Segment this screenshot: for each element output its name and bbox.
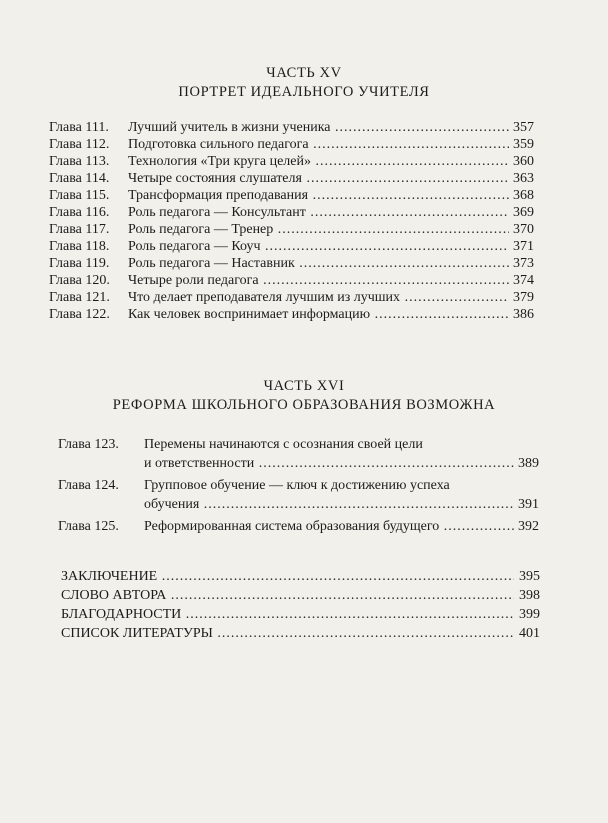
toc-entry[interactable] <box>58 478 539 519</box>
toc-entry[interactable] <box>49 154 534 171</box>
chapter-label: Глава 125. <box>58 519 119 534</box>
toc-entry[interactable] <box>49 137 534 154</box>
chapter-label: Глава 122. <box>49 307 110 322</box>
toc-entry[interactable] <box>61 607 540 626</box>
chapter-label: Глава 123. <box>58 437 119 452</box>
chapter-title-line-1: Перемены начинаются с осознания своей цели <box>144 437 423 452</box>
toc-entry[interactable] <box>49 222 534 239</box>
part-16-subheading: РЕФОРМА ШКОЛЬНОГО ОБРАЗОВАНИЯ ВОЗМОЖНА <box>112 397 496 413</box>
chapter-title: Роль педагога — Тренер ..... <box>128 222 509 238</box>
chapter-label: Глава 117. <box>49 222 110 237</box>
chapter-label: Глава 115. <box>49 188 110 203</box>
chapter-title: Четыре состояния слушателя ..... <box>128 171 509 187</box>
page-number: 357 <box>513 120 534 135</box>
section-title: ЗАКЛЮЧЕНИЕ ..... <box>61 569 514 585</box>
toc-entry[interactable] <box>49 171 534 188</box>
page-number: 371 <box>513 239 534 254</box>
page-number: 369 <box>513 205 534 220</box>
toc-entry[interactable] <box>61 588 540 607</box>
part-16-header <box>0 377 608 415</box>
chapter-title: Как человек воспринимает информацию ..... <box>128 307 509 323</box>
toc-entry[interactable] <box>58 519 539 536</box>
chapter-label: Глава 120. <box>49 273 110 288</box>
chapter-label: Глава 119. <box>49 256 110 271</box>
page-number: 401 <box>519 626 540 641</box>
page-number: 389 <box>518 456 539 471</box>
page-number: 386 <box>513 307 534 322</box>
page-number: 398 <box>519 588 540 603</box>
toc-entry[interactable] <box>61 569 540 588</box>
chapter-title-line-2: и ответственности ..... <box>144 456 514 472</box>
toc-entry[interactable] <box>49 273 534 290</box>
page-number: 399 <box>519 607 540 622</box>
chapter-label: Глава 124. <box>58 478 119 493</box>
chapter-label: Глава 116. <box>49 205 110 220</box>
chapter-title: Трансформация преподавания ..... <box>128 188 509 204</box>
page-number: 379 <box>513 290 534 305</box>
section-title: СЛОВО АВТОРА ..... <box>61 588 514 604</box>
chapter-title: Реформированная система образования будущего ..... <box>144 519 514 535</box>
chapter-title: Роль педагога — Наставник ..... <box>128 256 509 272</box>
chapter-title: Что делает преподавателя лучшим из лучших ..... <box>128 290 509 306</box>
page-number: 368 <box>513 188 534 203</box>
toc-entry[interactable] <box>49 256 534 273</box>
chapter-title: Лучший учитель в жизни ученика ..... <box>128 120 509 136</box>
part-16-heading: ЧАСТЬ XVI <box>263 378 345 394</box>
chapter-label: Глава 118. <box>49 239 110 254</box>
chapter-label: Глава 114. <box>49 171 110 186</box>
chapter-title: Подготовка сильного педагога ..... <box>128 137 509 153</box>
back-matter-list <box>61 569 540 645</box>
page-number: 373 <box>513 256 534 271</box>
chapter-title: Роль педагога — Коуч ..... <box>128 239 509 255</box>
toc-entry[interactable] <box>49 120 534 137</box>
toc-entry[interactable] <box>61 626 540 645</box>
section-title: СПИСОК ЛИТЕРАТУРЫ ..... <box>61 626 514 642</box>
chapter-title-line-1: Групповое обучение — ключ к достижению успеха <box>144 478 450 493</box>
page-number: 370 <box>513 222 534 237</box>
page-number: 374 <box>513 273 534 288</box>
chapter-label: Глава 113. <box>49 154 110 169</box>
page-number: 360 <box>513 154 534 169</box>
chapter-title: Четыре роли педагога ..... <box>128 273 509 289</box>
part-16-chapter-list <box>58 437 539 536</box>
page-number: 391 <box>518 497 539 512</box>
toc-entry[interactable] <box>49 239 534 256</box>
chapter-label: Глава 121. <box>49 290 110 305</box>
toc-entry[interactable] <box>49 307 534 324</box>
page-number: 392 <box>518 519 539 534</box>
chapter-title: Роль педагога — Консультант ..... <box>128 205 509 221</box>
part-15-subheading: ПОРТРЕТ ИДЕАЛЬНОГО УЧИТЕЛЯ <box>178 84 430 100</box>
section-title: БЛАГОДАРНОСТИ ..... <box>61 607 514 623</box>
toc-entry[interactable] <box>49 290 534 307</box>
page-number: 395 <box>519 569 540 584</box>
part-15-chapter-list <box>49 120 534 324</box>
chapter-label: Глава 112. <box>49 137 110 152</box>
chapter-title-line-2: обучения ..... <box>144 497 514 513</box>
chapter-label: Глава 111. <box>49 120 109 135</box>
part-15-heading: ЧАСТЬ XV <box>266 65 342 81</box>
toc-entry[interactable] <box>49 205 534 222</box>
page-number: 363 <box>513 171 534 186</box>
part-15-header <box>0 64 608 102</box>
toc-entry[interactable] <box>49 188 534 205</box>
chapter-title: Технология «Три круга целей» ..... <box>128 154 509 170</box>
toc-entry[interactable] <box>58 437 539 478</box>
page-number: 359 <box>513 137 534 152</box>
